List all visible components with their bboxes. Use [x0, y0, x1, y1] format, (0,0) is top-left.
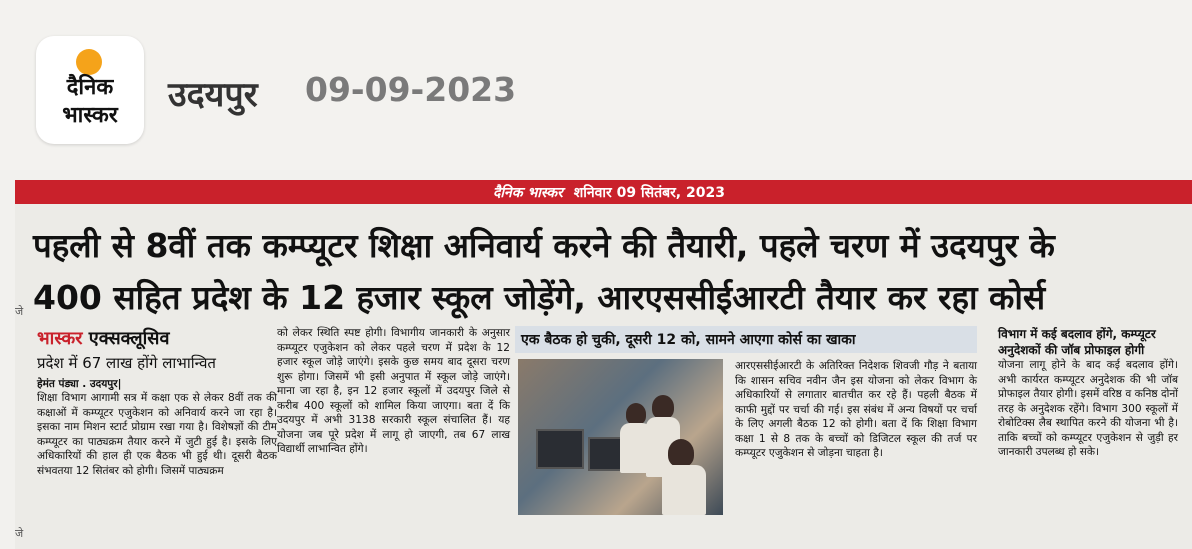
- student: [626, 403, 646, 425]
- exclusive-tag: एक्सक्लूसिव: [88, 328, 170, 349]
- box-text: आरएससीईआरटी के अतिरिक्त निदेशक शिवजी गौड़ ने बताया कि शासन सचिव नवीन जैन इस योजना को लेकर विभाग के अधिकारियों से लगातार बातचीत कर रहे हैं। पहली बैठक में काफी मुद्दों पर चर्चा की गई। इस संबंध में अन्य विषयों पर चर्चा के लिए अगली बैठक 12 को होगी। बता दें कि शिक्षा विभाग कक्षा 1 से 8 तक के बच्चों को डिजिटल स्कूल की तर्ज पर कम्प्यूटर एजुकेशन से जोड़ना चाहता है।: [735, 360, 977, 459]
- article-column-right: [998, 326, 1178, 460]
- sun-icon: [76, 49, 102, 75]
- monitor: [536, 429, 584, 469]
- article-column-2: [277, 326, 510, 457]
- student: [652, 395, 674, 419]
- exclusive-brand: भास्कर: [37, 328, 83, 349]
- box-heading: एक बैठक हो चुकी, दूसरी 12 को, सामने आएगा कोर्स का खाका: [515, 326, 977, 353]
- student: [668, 439, 694, 467]
- byline: हेमंत पंड्या . उदयपुर|: [37, 378, 122, 390]
- newspaper-clipping: [15, 180, 1192, 549]
- student-uniform: [662, 465, 706, 515]
- masthead-date: शनिवार 09 सितंबर, 2023: [573, 185, 725, 201]
- edge-mark: जे: [15, 527, 24, 540]
- right-heading: विभाग में कई बदलाव होंगे, कम्प्यूटर अनुदेशकों की जॉब प्रोफाइल होगी: [998, 327, 1156, 357]
- students-computer-photo: [518, 359, 723, 515]
- headline: [33, 220, 1188, 324]
- masthead: [493, 183, 725, 202]
- edge-mark: जे: [15, 305, 24, 318]
- edition-city: उदयपुर: [168, 75, 258, 115]
- subheadline: प्रदेश में 67 लाख होंगे लाभान्वित: [37, 354, 216, 372]
- exclusive-label: [37, 326, 277, 350]
- logo-line1: दैनिक: [66, 75, 114, 100]
- meeting-box: [515, 326, 977, 459]
- column-1-text: शिक्षा विभाग आगामी सत्र में कक्षा एक से लेकर 8वीं तक की कक्षाओं में कम्प्यूटर एजुकेशन को अनिवार्य करने जा रहा है। इसका नाम मिशन स्टार्ट प्रोग्राम रखा गया है। विशेषज्ञों की टीम कम्प्यूटर का पाठ्यक्रम तैयार करने में जुटी हुई है। इसके लिए अधिकारियों की हाल ही एक बैठक भी हुई थी। दूसरी बैठक संभवतया 12 सितंबर को होगी। जिसमें पाठ्यक्रम: [37, 392, 277, 477]
- headline-line1: पहली से 8वीं तक कम्प्यूटर शिक्षा अनिवार्य करने की तैयारी, पहले चरण में उदयपुर के: [33, 226, 1055, 265]
- right-text: योजना लागू होने के बाद कई बदलाव होंगे। अभी कार्यरत कम्प्यूटर अनुदेशक की भी जॉब प्रोफाइल तैयार होगी। इसमें वरिष्ठ व कनिष्ठ दोनों तरह के अनुदेशक रहेंगे। विभाग 300 स्कूलों में रोबोटिक्स लैब स्थापित करने की योजना भी है। ताकि बच्चों को कम्प्यूटर एजुकेशन से जुड़ी हर जानकारी उपलब्ध हो सके।: [998, 359, 1178, 458]
- headline-line2: 400 सहित प्रदेश के 12 हजार स्कूल जोड़ेंगे, आरएससीईआरटी तैयार कर रहा कोर्स: [33, 278, 1046, 317]
- app-header: [0, 0, 1192, 170]
- masthead-bar: [15, 180, 1192, 204]
- masthead-brand: दैनिक भास्कर: [493, 185, 563, 201]
- edition-date: 09-09-2023: [305, 70, 517, 109]
- logo-line2: भास्कर: [62, 103, 118, 128]
- dainik-bhaskar-logo[interactable]: [36, 36, 144, 144]
- column-2-text: को लेकर स्थिति स्पष्ट होगी। विभागीय जानकारी के अनुसार कम्प्यूटर एजुकेशन को लेकर पहले चरण में प्रदेश के 12 हजार स्कूल जोड़े जाएंगे। इसके कुछ समय बाद दूसरा चरण शुरू होगा। जिसमें भी इसी अनुपात में स्कूल जोड़े जाएंगे। माना जा रहा है, इन 12 हजार स्कूलों में उदयपुर जिले से करीब 400 स्कूलों को शामिल किया जाएगा। बता दें कि उदयपुर में अभी 3138 सरकारी स्कूल संचालित हैं। यह योजना जब पूरे प्रदेश में लागू हो जाएगी, तब 67 लाख विद्यार्थी लाभान्वित होंगे।: [277, 327, 510, 455]
- article-column-1: [37, 326, 277, 478]
